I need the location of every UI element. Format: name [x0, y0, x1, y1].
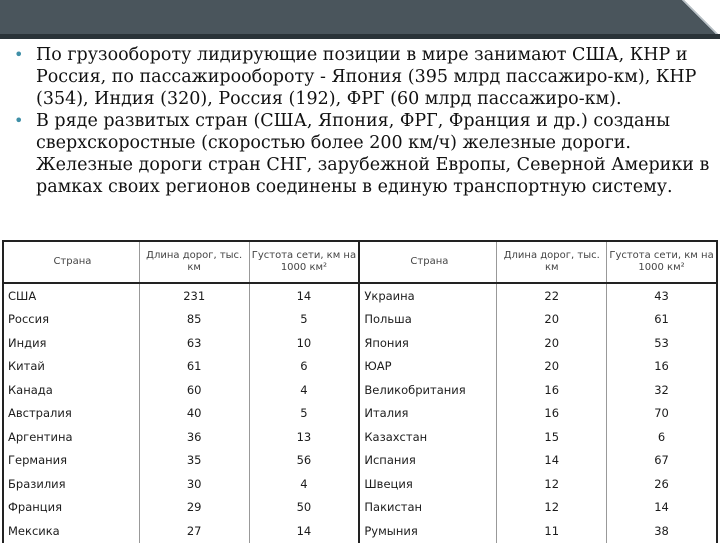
cell-country-left: Германия — [3, 449, 139, 473]
cell-country-right: Украина — [359, 283, 497, 308]
railway-table-image — [0, 240, 720, 540]
table-row — [3, 331, 717, 355]
cell-density-left: 14 — [249, 283, 359, 308]
bullet-text: В ряде развитых стран (США, Япония, ФРГ, Франция и др.) созданы сверхскоростные (скоростью более 200 км/ч) железные дороги. Железные дороги стран СНГ, зарубежной Европы, Северной Америки в рамках своих регионов соединены в единую транспортную систему. — [36, 111, 710, 197]
table-header-row — [3, 241, 717, 283]
bullet-list — [12, 44, 712, 198]
header-length-right: Длина дорог, тыс. км — [497, 241, 607, 283]
cell-density-left: 6 — [249, 355, 359, 379]
cell-length-left: 61 — [139, 355, 249, 379]
cell-country-right: Япония — [359, 331, 497, 355]
cell-length-left: 29 — [139, 496, 249, 520]
cell-density-right: 32 — [607, 378, 717, 402]
cell-length-right: 12 — [497, 496, 607, 520]
cell-density-right: 38 — [607, 519, 717, 543]
cell-density-right: 70 — [607, 402, 717, 426]
table-row — [3, 519, 717, 543]
cell-country-left: Россия — [3, 308, 139, 332]
cell-length-left: 63 — [139, 331, 249, 355]
bullet-dot-icon: • — [14, 45, 24, 64]
cell-length-left: 27 — [139, 519, 249, 543]
header-country-left: Страна — [3, 241, 139, 283]
cell-country-left: Франция — [3, 496, 139, 520]
cell-density-right: 61 — [607, 308, 717, 332]
cell-country-right: Швеция — [359, 472, 497, 496]
header-length-left: Длина дорог, тыс. км — [139, 241, 249, 283]
bullet-item — [12, 44, 712, 110]
cell-country-left: Бразилия — [3, 472, 139, 496]
cell-length-right: 14 — [497, 449, 607, 473]
bullet-text: По грузообороту лидирующие позиции в мире занимают США, КНР и Россия, по пассажирообороту - Япония (395 млрд пассажиро-км), КНР (354), Индия (320), Россия (192), ФРГ (60 млрд пассажиро-км). — [36, 45, 697, 109]
bullet-item — [12, 110, 712, 198]
cell-length-left: 40 — [139, 402, 249, 426]
cell-density-right: 53 — [607, 331, 717, 355]
cell-length-right: 11 — [497, 519, 607, 543]
header-country-right: Страна — [359, 241, 497, 283]
cell-density-right: 26 — [607, 472, 717, 496]
table-row — [3, 425, 717, 449]
table-row — [3, 378, 717, 402]
table-row — [3, 355, 717, 379]
cell-density-left: 5 — [249, 308, 359, 332]
cell-country-left: Мексика — [3, 519, 139, 543]
bullet-dot-icon: • — [14, 111, 24, 130]
table-row — [3, 472, 717, 496]
cell-density-right: 16 — [607, 355, 717, 379]
cell-density-left: 5 — [249, 402, 359, 426]
cell-country-right: Великобритания — [359, 378, 497, 402]
cell-density-left: 50 — [249, 496, 359, 520]
cell-length-left: 30 — [139, 472, 249, 496]
cell-length-right: 20 — [497, 355, 607, 379]
cell-density-right: 67 — [607, 449, 717, 473]
table-row — [3, 308, 717, 332]
cell-country-left: Аргентина — [3, 425, 139, 449]
cell-density-left: 10 — [249, 331, 359, 355]
cell-density-left: 13 — [249, 425, 359, 449]
cell-length-left: 60 — [139, 378, 249, 402]
cell-density-right: 43 — [607, 283, 717, 308]
table-row — [3, 449, 717, 473]
cell-length-right: 20 — [497, 308, 607, 332]
cell-country-right: Польша — [359, 308, 497, 332]
table-row — [3, 496, 717, 520]
cell-country-right: Казахстан — [359, 425, 497, 449]
cell-country-right: Пакистан — [359, 496, 497, 520]
cell-density-left: 4 — [249, 378, 359, 402]
cell-country-left: США — [3, 283, 139, 308]
railway-table — [2, 240, 718, 543]
cell-length-right: 15 — [497, 425, 607, 449]
cell-density-right: 14 — [607, 496, 717, 520]
cell-length-left: 35 — [139, 449, 249, 473]
corner-fold-decoration — [680, 0, 720, 34]
cell-length-left: 36 — [139, 425, 249, 449]
header-density-right: Густота сети, км на 1000 км² — [607, 241, 717, 283]
cell-country-right: Румыния — [359, 519, 497, 543]
slide-top-bar — [0, 0, 720, 34]
cell-density-right: 6 — [607, 425, 717, 449]
cell-length-left: 85 — [139, 308, 249, 332]
slide-top-bar-accent — [0, 34, 720, 39]
cell-country-left: Канада — [3, 378, 139, 402]
header-density-left: Густота сети, км на 1000 км² — [249, 241, 359, 283]
table-row — [3, 402, 717, 426]
cell-density-left: 56 — [249, 449, 359, 473]
cell-density-left: 14 — [249, 519, 359, 543]
cell-country-left: Китай — [3, 355, 139, 379]
cell-country-right: Испания — [359, 449, 497, 473]
cell-length-right: 22 — [497, 283, 607, 308]
cell-length-right: 12 — [497, 472, 607, 496]
cell-length-right: 20 — [497, 331, 607, 355]
table-row — [3, 283, 717, 308]
cell-country-right: Италия — [359, 402, 497, 426]
cell-country-left: Австралия — [3, 402, 139, 426]
cell-length-right: 16 — [497, 402, 607, 426]
cell-density-left: 4 — [249, 472, 359, 496]
cell-country-right: ЮАР — [359, 355, 497, 379]
cell-country-left: Индия — [3, 331, 139, 355]
cell-length-left: 231 — [139, 283, 249, 308]
cell-length-right: 16 — [497, 378, 607, 402]
